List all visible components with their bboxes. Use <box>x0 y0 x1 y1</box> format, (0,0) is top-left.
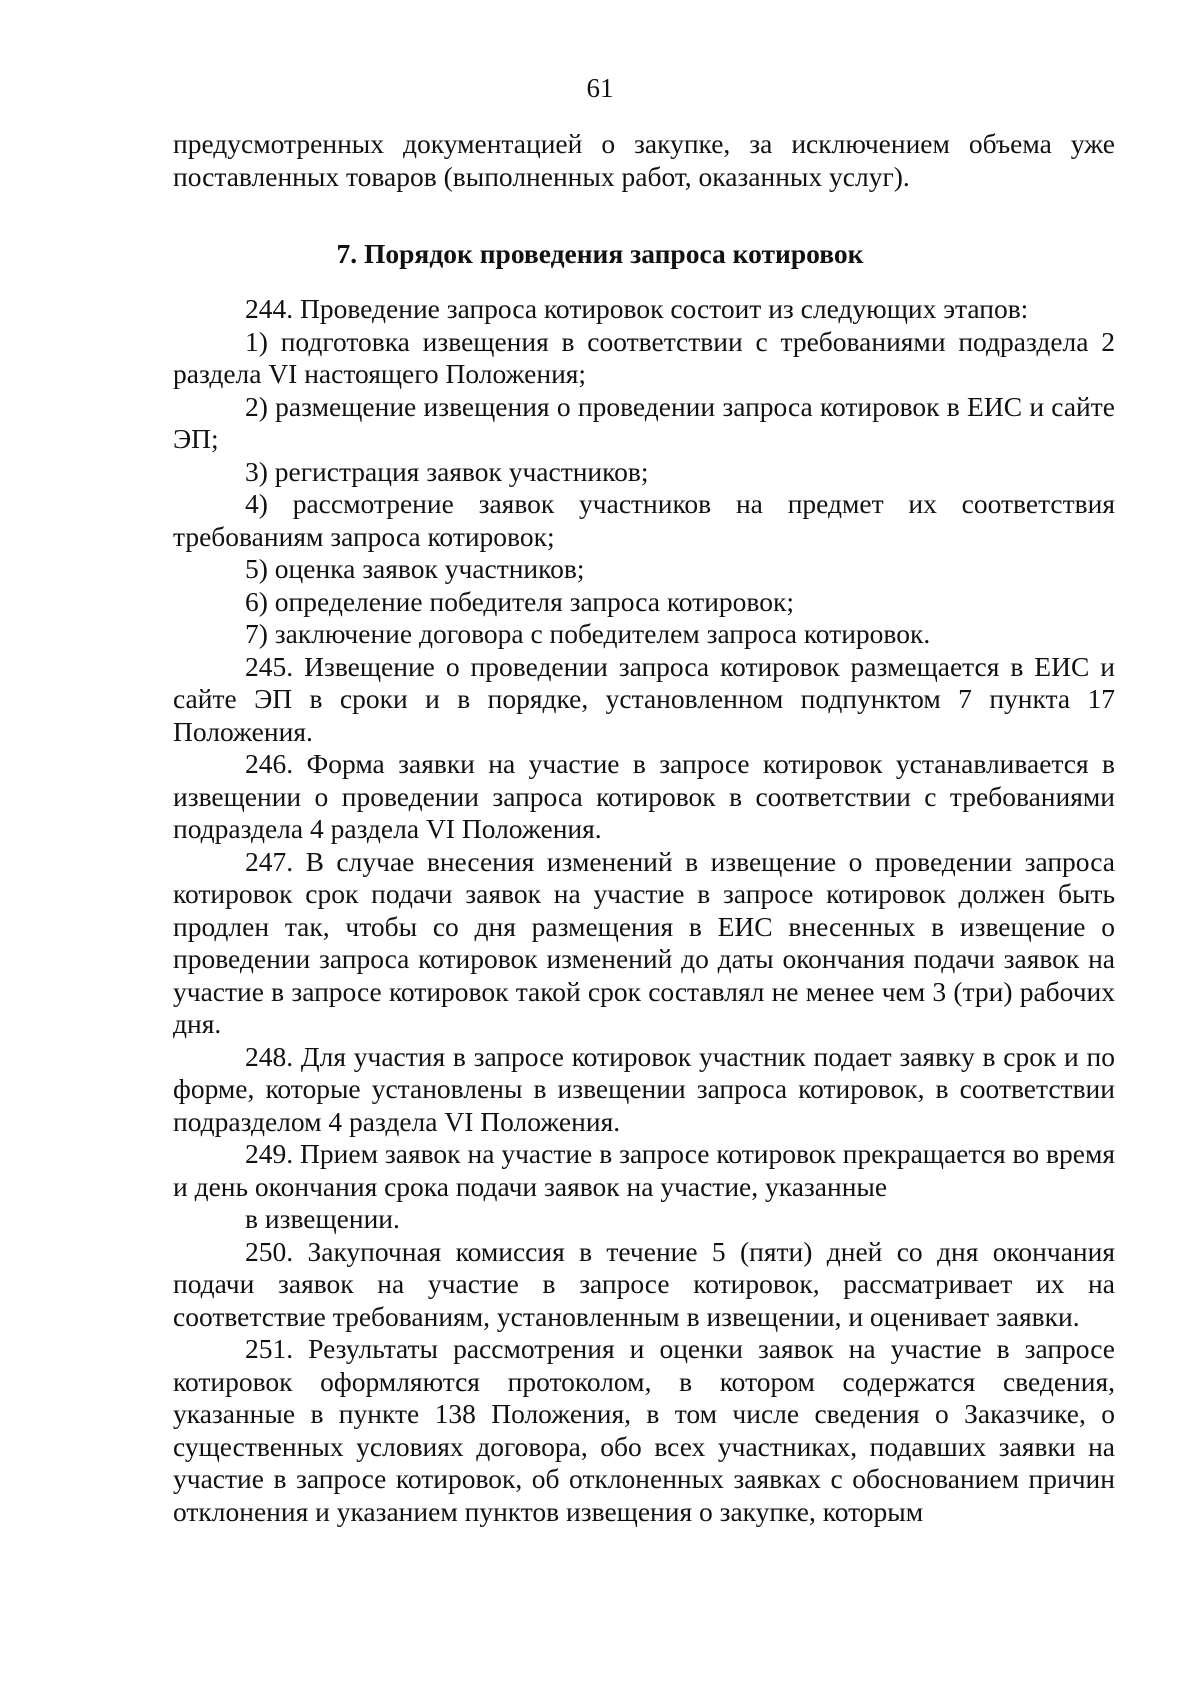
paragraph-249-tail-text: в извещении. <box>245 1203 400 1234</box>
paragraph-245: 245. Извещение о проведении запроса котировок размещается в ЕИС и сайте ЭП в сроки и в порядке, установленном подпунктом 7 пункта 17 Положения. <box>173 650 1115 747</box>
paragraph-251: 251. Результаты рассмотрения и оценки заявок на участие в запросе котировок оформляются протоколом, в котором содержатся сведения, указанные в пункте 138 Положения, в том числе сведения о Заказчике, о существенных условиях договора, обо всех участниках, подавших заявки на участие в запросе котировок, об отклоненных заявках с обоснованием причин отклонения и указанием пунктов извещения о закупке, которым <box>173 1333 1115 1527</box>
paragraph-249-tail <box>173 1203 1115 1236</box>
continuation-paragraph: предусмотренных документацией о закупке, за исключением объема уже поставленных товаров (выполненных работ, оказанных услуг). <box>173 128 1115 192</box>
body-text <box>173 293 1115 1528</box>
list-item-5: 5) оценка заявок участников; <box>245 553 585 584</box>
paragraph-246: 246. Форма заявки на участие в запросе котировок устанавливается в извещении о проведении запроса котировок в соответствии с требованиями подраздела 4 раздела VI Положения. <box>173 748 1115 844</box>
list-item-2: 2) размещение извещения о проведении запроса котировок в ЕИС и сайте ЭП; <box>173 390 1115 454</box>
list-item-6: 6) определение победителя запроса котировок; <box>245 585 794 617</box>
paragraph-247: 247. В случае внесения изменений в извещение о проведении запроса котировок срок подачи заявок на участие в запросе котировок должен быть продлен так, чтобы со дня размещения в ЕИС внесенных в извещение о проведении запроса котировок изменений до даты окончания подачи заявок на участие в запросе котировок такой срок составлял не менее чем 3 (три) рабочих дня. <box>173 845 1115 1039</box>
list-item-7: 7) заключение договора с победителем запроса котировок. <box>245 618 931 649</box>
paragraph-248: 248. Для участия в запросе котировок участник подает заявку в срок и по форме, которые установлены в извещении запроса котировок, в соответствии подразделом 4 раздела VI Положения. <box>173 1040 1115 1137</box>
paragraph-244: 244. Проведение запроса котировок состоит из следующих этапов: <box>245 293 1029 324</box>
section-title: 7. Порядок проведения запроса котировок <box>336 238 864 269</box>
continuation-text <box>173 128 1115 193</box>
list-item-3: 3) регистрация заявок участников; <box>245 455 649 487</box>
list-item-1: 1) подготовка извещения в соответствии с требованиями подраздела 2 раздела VI настоящего Положения; <box>173 325 1115 389</box>
paragraph-249: 249. Прием заявок на участие в запросе котировок прекращается во время и день окончания срока подачи заявок на участие, указанные <box>173 1138 1115 1202</box>
paragraph-250: 250. Закупочная комиссия в течение 5 (пяти) дней со дня окончания подачи заявок на участие в запросе котировок, рассматривает их на соответствие требованиям, установленным в извещении, и оценивает заявки. <box>173 1235 1115 1332</box>
list-item-4: 4) рассмотрение заявок участников на предмет их соответствия требованиям запроса котировок; <box>173 488 1115 552</box>
page-number: 61 <box>586 73 614 103</box>
